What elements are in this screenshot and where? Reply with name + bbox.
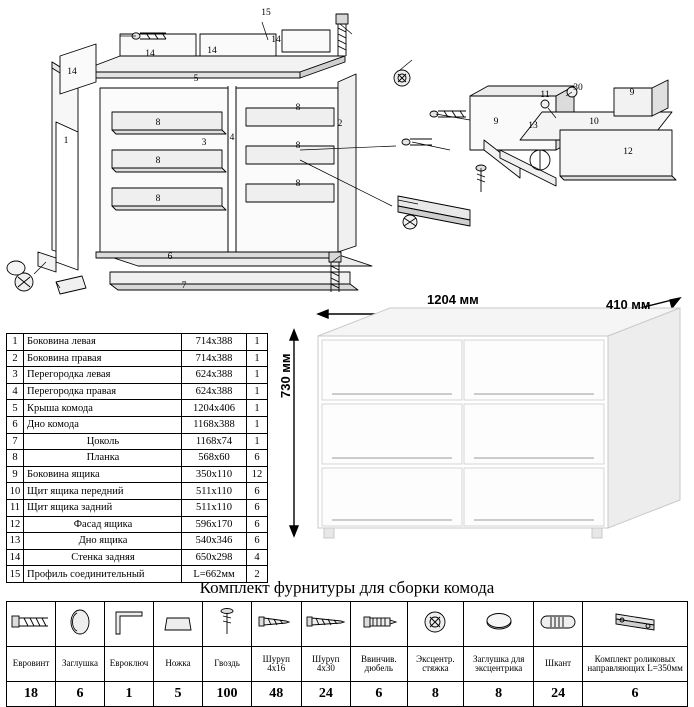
part-number: 8 xyxy=(7,450,24,467)
kit-item-quantity: 8 xyxy=(464,682,534,707)
svg-text:13: 13 xyxy=(528,121,538,131)
part-quantity: 2 xyxy=(247,566,268,583)
part-name: Фасад ящика xyxy=(24,516,182,533)
part-quantity: 6 xyxy=(247,483,268,500)
cap-icon xyxy=(56,602,105,647)
kit-item-name: Шуруп 4x30 xyxy=(301,647,351,682)
depth-dimension-label: 410 мм xyxy=(606,297,651,312)
table-row xyxy=(7,450,268,467)
part-name: Боковина левая xyxy=(24,334,182,351)
kit-item-name: Шкант xyxy=(534,647,583,682)
svg-text:8: 8 xyxy=(155,118,161,128)
part-name: Дно ящика xyxy=(24,533,182,550)
slide-rail-icon xyxy=(583,602,688,647)
svg-text:14: 14 xyxy=(145,49,155,59)
part-name: Перегородка левая xyxy=(24,367,182,384)
svg-text:2: 2 xyxy=(337,119,343,129)
part-quantity: 1 xyxy=(247,433,268,450)
kit-item-name: Евроключ xyxy=(105,647,154,682)
part-number: 15 xyxy=(7,566,24,583)
kit-item-quantity: 6 xyxy=(56,682,105,707)
part-number: 14 xyxy=(7,549,24,566)
part-number: 9 xyxy=(7,466,24,483)
part-size: 511x110 xyxy=(182,483,247,500)
part-number: 1 xyxy=(7,334,24,351)
part-name: Щит ящика передний xyxy=(24,483,182,500)
svg-text:10: 10 xyxy=(589,117,599,127)
part-quantity: 1 xyxy=(247,400,268,417)
part-number: 3 xyxy=(7,367,24,384)
svg-text:14: 14 xyxy=(271,35,281,45)
table-row xyxy=(7,483,268,500)
part-size: 568x60 xyxy=(182,450,247,467)
exploded-diagram-svg xyxy=(0,0,694,310)
part-quantity: 4 xyxy=(247,549,268,566)
leg-icon xyxy=(154,602,203,647)
svg-text:8: 8 xyxy=(155,194,161,204)
table-row xyxy=(7,367,268,384)
part-size: 714x388 xyxy=(182,350,247,367)
part-quantity: 1 xyxy=(247,334,268,351)
part-size: 624x388 xyxy=(182,367,247,384)
kit-item-quantity: 100 xyxy=(203,682,252,707)
table-row xyxy=(7,499,268,516)
svg-text:14: 14 xyxy=(67,67,77,77)
part-size: 350x110 xyxy=(182,466,247,483)
width-dimension-label: 1204 мм xyxy=(427,292,479,307)
part-name: Перегородка правая xyxy=(24,383,182,400)
part-name: Дно комода xyxy=(24,416,182,433)
table-row xyxy=(7,350,268,367)
part-quantity: 6 xyxy=(247,516,268,533)
screw-icon xyxy=(252,602,302,647)
part-quantity: 1 xyxy=(247,350,268,367)
part-number: 2 xyxy=(7,350,24,367)
part-size: 1204x406 xyxy=(182,400,247,417)
part-number: 5 xyxy=(7,400,24,417)
furniture-kit-table xyxy=(6,601,688,707)
part-number: 7 xyxy=(7,433,24,450)
kit-item-name: Ножка xyxy=(154,647,203,682)
part-name: Планка xyxy=(24,450,182,467)
height-dimension-label: 730 мм xyxy=(278,353,293,398)
part-number: 6 xyxy=(7,416,24,433)
product-dimension-illustration xyxy=(272,286,692,556)
svg-text:8: 8 xyxy=(155,156,161,166)
table-row xyxy=(7,549,268,566)
part-number: 4 xyxy=(7,383,24,400)
kit-item-quantity: 18 xyxy=(7,682,56,707)
svg-text:12: 12 xyxy=(623,147,633,157)
svg-text:8: 8 xyxy=(295,141,301,151)
svg-text:11: 11 xyxy=(540,90,550,100)
svg-text:5: 5 xyxy=(193,74,199,84)
exploded-assembly-diagram xyxy=(0,0,694,310)
part-name: Боковина правая xyxy=(24,350,182,367)
part-number: 12 xyxy=(7,516,24,533)
svg-text:3: 3 xyxy=(201,138,207,148)
kit-item-quantity: 5 xyxy=(154,682,203,707)
part-quantity: 6 xyxy=(247,450,268,467)
kit-item-quantity: 6 xyxy=(351,682,407,707)
table-row xyxy=(7,334,268,351)
eccentric-cap-icon xyxy=(464,602,534,647)
table-row xyxy=(7,383,268,400)
part-name: Щит ящика задний xyxy=(24,499,182,516)
table-row xyxy=(7,516,268,533)
part-size: 596x170 xyxy=(182,516,247,533)
dowel-icon xyxy=(351,602,407,647)
part-size: 540x346 xyxy=(182,533,247,550)
screw-long-icon xyxy=(301,602,351,647)
kit-item-name: Ввинчив. дюбель xyxy=(351,647,407,682)
part-number: 13 xyxy=(7,533,24,550)
eccentric-icon xyxy=(407,602,464,647)
table-row xyxy=(7,533,268,550)
part-size: 624x388 xyxy=(182,383,247,400)
part-size: 714x388 xyxy=(182,334,247,351)
furniture-kit-title: Комплект фурнитуры для сборки комода xyxy=(199,578,495,597)
part-name: Стенка задняя xyxy=(24,549,182,566)
svg-text:6: 6 xyxy=(167,252,173,262)
part-quantity: 6 xyxy=(247,533,268,550)
part-number: 11 xyxy=(7,499,24,516)
table-row xyxy=(7,466,268,483)
part-size: L=662мм xyxy=(182,566,247,583)
part-number: 10 xyxy=(7,483,24,500)
kit-item-quantity: 48 xyxy=(252,682,302,707)
nail-icon xyxy=(203,602,252,647)
kit-icons-row xyxy=(7,602,688,647)
part-name: Профиль соединительный xyxy=(24,566,182,583)
kit-item-name: Шуруп 4x16 xyxy=(252,647,302,682)
svg-text:9: 9 xyxy=(493,117,499,127)
kit-item-quantity: 1 xyxy=(105,682,154,707)
svg-text:14: 14 xyxy=(207,46,217,56)
part-size: 650x298 xyxy=(182,549,247,566)
table-row xyxy=(7,400,268,417)
kit-item-name: Заглушка xyxy=(56,647,105,682)
shkant-icon xyxy=(534,602,583,647)
svg-text:9: 9 xyxy=(629,88,635,98)
kit-item-name: Гвоздь xyxy=(203,647,252,682)
kit-item-quantity: 24 xyxy=(534,682,583,707)
kit-item-name: Эксцентр. стяжка xyxy=(407,647,464,682)
part-quantity: 12 xyxy=(247,466,268,483)
kit-item-name: Комплект роликовых направляющих L=350мм xyxy=(583,647,688,682)
kit-item-quantity: 8 xyxy=(407,682,464,707)
kit-item-quantity: 6 xyxy=(583,682,688,707)
part-size: 1168x388 xyxy=(182,416,247,433)
kit-names-row xyxy=(7,647,688,682)
part-size: 511x110 xyxy=(182,499,247,516)
part-quantity: 1 xyxy=(247,383,268,400)
parts-list-table xyxy=(6,333,268,583)
kit-item-quantity: 24 xyxy=(301,682,351,707)
svg-text:7: 7 xyxy=(181,281,187,291)
eurokey-icon xyxy=(105,602,154,647)
svg-text:8: 8 xyxy=(295,179,301,189)
part-name: Крыша комода xyxy=(24,400,182,417)
svg-text:15: 15 xyxy=(261,8,271,18)
part-quantity: 1 xyxy=(247,416,268,433)
part-quantity: 6 xyxy=(247,499,268,516)
svg-text:1: 1 xyxy=(63,136,69,146)
euroscrew-icon xyxy=(7,602,56,647)
table-row xyxy=(7,416,268,433)
kit-item-name: Евровинт xyxy=(7,647,56,682)
part-size: 1168x74 xyxy=(182,433,247,450)
part-name: Боковина ящика xyxy=(24,466,182,483)
kit-item-name: Заглушка для эксцентрика xyxy=(464,647,534,682)
svg-text:8: 8 xyxy=(295,103,301,113)
svg-text:4: 4 xyxy=(229,133,235,143)
kit-quantities-row xyxy=(7,682,688,707)
part-name: Цоколь xyxy=(24,433,182,450)
svg-text:30: 30 xyxy=(573,83,583,93)
product-photo-svg xyxy=(272,286,692,556)
part-quantity: 1 xyxy=(247,367,268,384)
table-row xyxy=(7,433,268,450)
